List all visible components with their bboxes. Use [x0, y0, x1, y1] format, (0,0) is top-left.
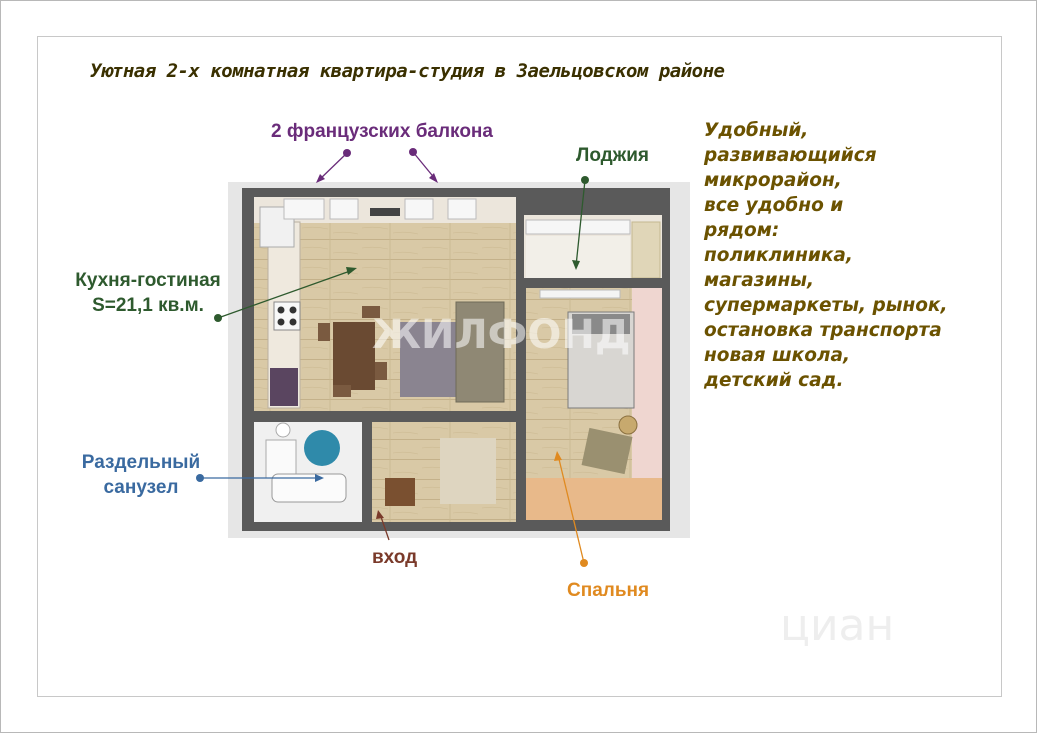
- label-bathroom-line1: Раздельный: [81, 452, 201, 473]
- arrow-dot: [581, 176, 589, 184]
- shower: [304, 430, 340, 466]
- kitchen-window: [405, 199, 433, 219]
- info-line: Удобный,: [704, 120, 809, 141]
- toilet: [276, 423, 290, 437]
- wall: [516, 188, 524, 531]
- wall: [362, 421, 372, 531]
- label-kitchen: [62, 268, 234, 318]
- dining-table: [333, 322, 375, 390]
- label-bathroom-line2: санузел: [103, 477, 179, 498]
- info-line: рядом:: [704, 220, 780, 241]
- burner: [290, 307, 297, 314]
- wall: [242, 411, 524, 421]
- info-text: [704, 118, 948, 393]
- radiator: [370, 208, 400, 216]
- info-line: все удобно и: [704, 195, 844, 216]
- info-line: развивающийся: [704, 145, 877, 166]
- arrow-dot: [580, 559, 588, 567]
- label-bathroom: [66, 450, 216, 500]
- page-title: Уютная 2-х комнатная квартира-студия в Заельцовском районе: [90, 60, 725, 82]
- label-bedroom: Спальня: [567, 580, 650, 601]
- hall-wardrobe: [440, 438, 496, 504]
- wall: [516, 278, 670, 288]
- info-line: поликлиника,: [704, 245, 853, 266]
- burner: [290, 319, 297, 326]
- info-line: новая школа,: [704, 345, 850, 366]
- kitchen-window: [330, 199, 358, 219]
- info-line: супермаркеты, рынок,: [704, 295, 948, 316]
- arrowhead: [429, 173, 438, 183]
- label-kitchen-area: S=21,1 кв.м.: [92, 295, 204, 316]
- info-line: остановка транспорта: [704, 320, 942, 341]
- kitchen-cabinet: [270, 368, 298, 406]
- bedroom-window: [540, 290, 620, 298]
- cian-watermark: циан: [780, 600, 895, 651]
- info-line: детский сад.: [704, 370, 844, 391]
- label-balconies: 2 французских балкона: [271, 121, 493, 142]
- burner: [278, 307, 285, 314]
- plan-watermark: ЖИЛФОНД: [372, 312, 631, 358]
- loggia-window: [526, 220, 630, 234]
- wall: [520, 208, 670, 215]
- hall-cabinet: [385, 478, 415, 506]
- bedroom-floor-strip: [526, 478, 662, 520]
- stove: [274, 302, 300, 330]
- sink: [266, 440, 296, 478]
- chair: [375, 362, 387, 380]
- burner: [278, 319, 285, 326]
- loggia-cabinet: [632, 222, 660, 278]
- lamp: [619, 416, 637, 434]
- kitchen-window: [448, 199, 476, 219]
- label-loggia: Лоджия: [576, 145, 649, 166]
- bedroom-wall: [632, 288, 662, 478]
- chair: [318, 323, 330, 341]
- chair: [333, 385, 351, 397]
- info-line: магазины,: [704, 270, 815, 291]
- info-line: микрорайон,: [704, 170, 842, 191]
- arrow-dot: [409, 148, 417, 156]
- label-entrance: вход: [372, 547, 418, 568]
- arrow-dot: [343, 149, 351, 157]
- label-kitchen-name: Кухня-гостиная: [75, 270, 221, 291]
- kitchen-window: [284, 199, 324, 219]
